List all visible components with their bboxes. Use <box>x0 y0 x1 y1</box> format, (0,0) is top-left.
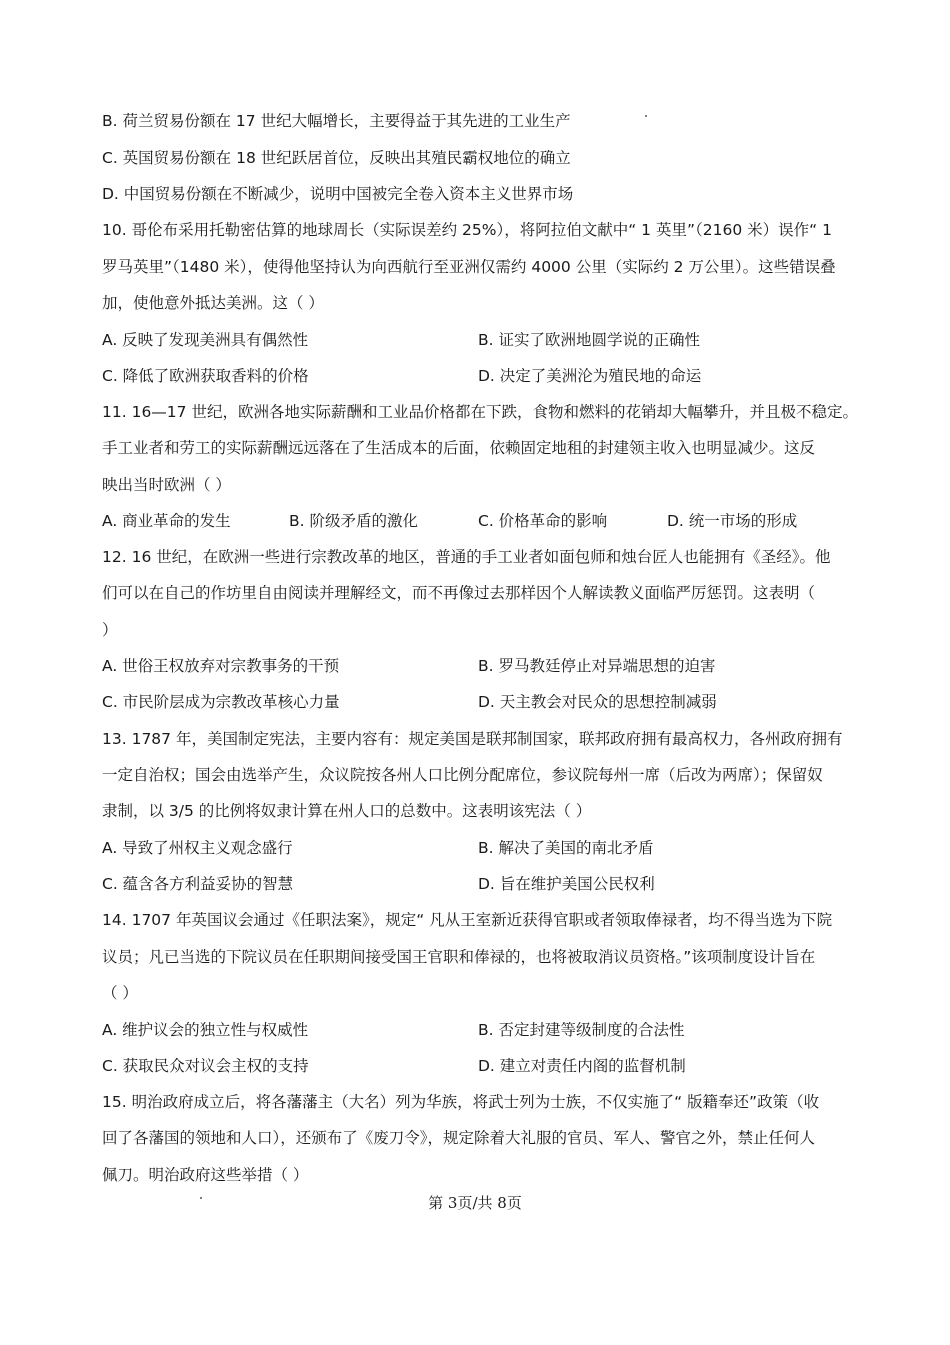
q10-option-a: A. 反映了发现美洲具有偶然性 <box>102 331 309 349</box>
page-number-footer: 第 3页/共 8页 <box>428 1194 522 1212</box>
q14-stem-line-2: 议员；凡已当选的下院议员在任职期间接受国王官职和俸禄的，也将被取消议员资格。”该项制度设计旨在 <box>102 948 816 966</box>
q9-option-d: D. 中国贸易份额在不断减少，说明中国被完全卷入资本主义世界市场 <box>102 185 574 203</box>
q13-stem-line-2: 一定自治权；国会由选举产生，众议院按各州人口比例分配席位，参议院每州一席（后改为两席）；保留奴 <box>102 766 823 784</box>
q12-stem-line-1: 12. 16 世纪，在欧洲一些进行宗教改革的地区，普通的手工业者如面包师和烛台匠人也能拥有《圣经》。他 <box>102 548 831 566</box>
q13-option-c: C. 蕴含各方利益妥协的智慧 <box>102 875 294 893</box>
q11-stem-line-1: 11. 16—17 世纪，欧洲各地实际薪酬和工业品价格都在下跌，食物和燃料的花销却大幅攀升，并且极不稳定。 <box>102 403 858 421</box>
q14-stem-line-3: （ ） <box>102 984 138 1002</box>
q13-option-b: B. 解决了美国的南北矛盾 <box>478 839 654 857</box>
q13-stem-line-3: 隶制，以 3/5 的比例将奴隶计算在州人口的总数中。这表明该宪法（ ） <box>102 802 592 820</box>
q11-stem-line-3: 映出当时欧洲（ ） <box>102 476 231 494</box>
q10-stem-line-3: 加，使他意外抵达美洲。这（ ） <box>102 294 324 312</box>
q11-option-c: C. 价格革命的影响 <box>478 512 608 530</box>
q12-stem-line-2: 们可以在自己的作坊里自由阅读并理解经文，而不再像过去那样因个人解读教义面临严厉惩罚。这表明（ <box>102 584 816 602</box>
q12-option-b: B. 罗马教廷停止对异端思想的迫害 <box>478 657 716 675</box>
q15-stem-line-1: 15. 明治政府成立后，将各藩藩主（大名）列为华族，将武士列为士族，不仅实施了“ 版籍奉还”政策（收 <box>102 1093 820 1111</box>
q12-option-c: C. 市民阶层成为宗教改革核心力量 <box>102 693 340 711</box>
q14-stem-line-1: 14. 1707 年英国议会通过《任职法案》，规定“ 凡从王室新近获得官职或者领取俸禄者，均不得当选为下院 <box>102 911 833 929</box>
q10-option-d: D. 决定了美洲沦为殖民地的命运 <box>478 367 702 385</box>
q14-option-a: A. 维护议会的独立性与权威性 <box>102 1021 309 1039</box>
q12-option-a: A. 世俗王权放弃对宗教事务的干预 <box>102 657 340 675</box>
q14-option-c: C. 获取民众对议会主权的支持 <box>102 1057 309 1075</box>
q11-option-b: B. 阶级矛盾的激化 <box>289 512 418 530</box>
q11-option-d: D. 统一市场的形成 <box>667 512 798 530</box>
q14-option-b: B. 否定封建等级制度的合法性 <box>478 1021 685 1039</box>
q9-option-b: B. 荷兰贸易份额在 17 世纪大幅增长，主要得益于其先进的工业生产 <box>102 112 571 130</box>
q11-option-a: A. 商业革命的发生 <box>102 512 231 530</box>
q12-option-d: D. 天主教会对民众的思想控制减弱 <box>478 693 717 711</box>
q10-stem-line-2: 罗马英里”（1480 米），使得他坚持认为向西航行至亚洲仅需约 4000 公里（实际约 2 万公里）。这些错误叠 <box>102 258 836 276</box>
q15-stem-line-3: 佩刀。明治政府这些举措（ ） <box>102 1166 309 1184</box>
q14-option-d: D. 建立对责任内阁的监督机制 <box>478 1057 686 1075</box>
q13-option-a: A. 导致了州权主义观念盛行 <box>102 839 293 857</box>
q13-option-d: D. 旨在维护美国公民权利 <box>478 875 655 893</box>
q12-stem-line-3: ） <box>102 621 118 639</box>
q10-option-c: C. 降低了欧洲获取香料的价格 <box>102 367 309 385</box>
q10-option-b: B. 证实了欧洲地圆学说的正确性 <box>478 331 700 349</box>
q9-option-c: C. 英国贸易份额在 18 世纪跃居首位，反映出其殖民霸权地位的确立 <box>102 149 571 167</box>
q15-stem-line-2: 回了各藩国的领地和人口），还颁布了《废刀令》，规定除着大礼服的官员、军人、警官之外，禁止任何人 <box>102 1129 816 1147</box>
q11-stem-line-2: 手工业者和劳工的实际薪酬远远落在了生活成本的后面，依赖固定地租的封建领主收入也明显减少。这反 <box>102 439 816 457</box>
q13-stem-line-1: 13. 1787 年，美国制定宪法，主要内容有：规定美国是联邦制国家，联邦政府拥有最高权力，各州政府拥有 <box>102 730 843 748</box>
q10-stem-line-1: 10. 哥伦布采用托勒密估算的地球周长（实际误差约 25%），将阿拉伯文献中“ 1 英里”（2160 米）误作“ 1 <box>102 221 832 239</box>
scan-speck <box>645 115 647 117</box>
